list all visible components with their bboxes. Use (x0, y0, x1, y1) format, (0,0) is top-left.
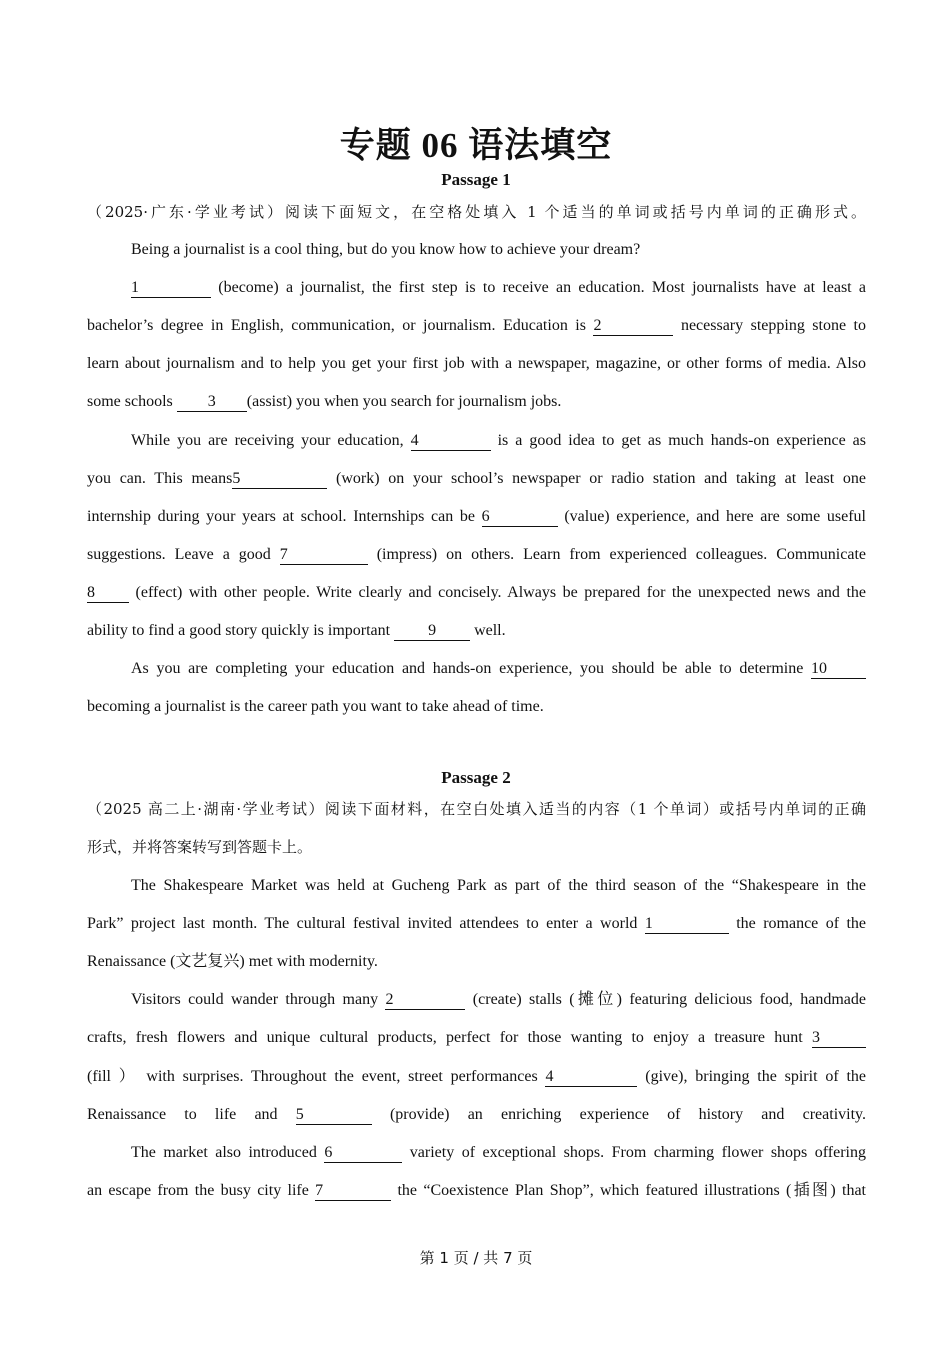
passage-line (87, 315, 866, 337)
passage-line (87, 353, 866, 375)
passage-text: (become) a journalist, the first step is to receive an education. Most journalists have at least a (211, 279, 866, 296)
passage-2-source-line: （2025 高二上·湖南·学业考试）阅读下面材料，在空白处填入适当的内容（1 个单词）或括号内单词的正确 (87, 800, 866, 818)
passage-text: variety of exceptional shops. From charming flower shops offering (402, 1144, 866, 1161)
answer-blank[interactable]: 5 (296, 1106, 372, 1125)
passage-line (131, 875, 866, 897)
answer-blank[interactable]: 4 (545, 1068, 637, 1087)
passage-line (87, 544, 866, 566)
passage-line (87, 1066, 866, 1088)
passage-text: ability to find a good story quickly is important (87, 622, 395, 639)
passage-text: an escape from the busy city life (87, 1182, 316, 1199)
answer-blank[interactable]: 6 (324, 1144, 402, 1163)
passage-line (87, 468, 866, 490)
passage-text: Renaissance (文艺复兴) met with modernity. (87, 953, 378, 970)
passage-line (87, 1180, 866, 1202)
passage-text: The market also introduced (131, 1144, 325, 1161)
passage-line (131, 430, 866, 452)
answer-blank[interactable]: 2 (385, 991, 465, 1010)
passage-line (131, 658, 866, 680)
passage-2-heading: Passage 2 (441, 768, 511, 787)
passage-text: you can. This means (87, 470, 233, 487)
passage-text: (create) stalls (摊位) featuring delicious food, handmade (465, 991, 866, 1008)
answer-blank[interactable]: 3 (812, 1029, 866, 1048)
passage-line (87, 1027, 866, 1049)
passage-text: is a good idea to get as much hands-on experience as (490, 432, 866, 449)
answer-blank[interactable]: 6 (482, 508, 558, 527)
answer-blank[interactable]: 2 (593, 317, 673, 336)
passage-text: (work) on your school’s newspaper or radio station and taking at least one (327, 470, 867, 487)
passage-line (131, 989, 866, 1011)
answer-blank[interactable]: 5 (232, 470, 327, 489)
passage-line (131, 239, 866, 261)
passage-text: As you are completing your education and hands-on experience, you should be able to determine (131, 660, 811, 677)
answer-blank[interactable]: 9 (394, 622, 470, 641)
passage-line (87, 951, 866, 973)
passage-text: The Shakespeare Market was held at Gucheng Park as part of the third season of the “Shakespeare in the (131, 877, 866, 894)
passage-line (131, 277, 866, 299)
answer-blank[interactable]: 10 (811, 660, 866, 679)
passage-text: (impress) on others. Learn from experienced colleagues. Communicate (367, 546, 866, 563)
answer-blank[interactable]: 1 (131, 279, 211, 298)
answer-blank[interactable]: 3 (177, 393, 247, 412)
passage-line (87, 913, 866, 935)
passage-line (131, 1142, 866, 1164)
answer-blank[interactable]: 7 (315, 1182, 391, 1201)
passage-2-source-line: 形式，并将答案转写到答题卡上。 (87, 838, 313, 856)
passage-1-heading: Passage 1 (441, 170, 511, 189)
answer-blank[interactable]: 8 (87, 584, 129, 603)
passage-text: well. (470, 622, 506, 639)
page-footer: 第 1 页 / 共 7 页 (419, 1249, 533, 1267)
passage-text: (fill ） with surprises. Throughout the event, street performances (87, 1068, 546, 1085)
passage-text: Renaissance to life and (87, 1106, 296, 1123)
passage-text: bachelor’s degree in English, communication, or journalism. Education is (87, 317, 594, 334)
passage-text: necessary stepping stone to (673, 317, 867, 334)
passage-text: crafts, fresh flowers and unique cultural products, perfect for those wanting to enjoy a treasure hunt (87, 1029, 812, 1046)
passage-text: (effect) with other people. Write clearly and concisely. Always be prepared for the unexpected news and the (129, 584, 866, 601)
passage-text: Being a journalist is a cool thing, but do you know how to achieve your dream? (131, 241, 641, 258)
passage-text: becoming a journalist is the career path you want to take ahead of time. (87, 698, 544, 715)
passage-line (87, 506, 866, 528)
passage-line (87, 391, 866, 413)
passage-text: (give), bringing the spirit of the (637, 1068, 866, 1085)
passage-1-source: （2025·广东·学业考试）阅读下面短文，在空格处填入 1 个适当的单词或括号内单词的正确形式。 (87, 203, 866, 221)
passage-text: (value) experience, and here are some useful (557, 508, 867, 525)
passage-text: Park” project last month. The cultural festival invited attendees to enter a world (87, 915, 645, 932)
document-title: 专题 06 语法填空 (339, 126, 613, 165)
passage-text: (assist) you when you search for journalism jobs. (246, 393, 562, 410)
passage-line (87, 1104, 866, 1126)
passage-text: (provide) an enriching experience of history and creativity. (371, 1106, 866, 1123)
passage-line (87, 620, 866, 642)
passage-line (87, 696, 866, 718)
passage-text: learn about journalism and to help you get your first job with a newspaper, magazine, or other forms of media. Also (87, 355, 866, 372)
answer-blank[interactable]: 1 (645, 915, 729, 934)
answer-blank[interactable]: 7 (280, 546, 368, 565)
answer-blank[interactable]: 4 (411, 432, 491, 451)
passage-text: While you are receiving your education, (131, 432, 411, 449)
passage-line (87, 582, 866, 604)
passage-text: Visitors could wander through many (131, 991, 386, 1008)
passage-text: internship during your years at school. Internships can be (87, 508, 482, 525)
passage-text: the “Coexistence Plan Shop”, which featured illustrations (插图) that (391, 1182, 866, 1199)
passage-text: some schools (87, 393, 177, 410)
passage-text: suggestions. Leave a good (87, 546, 280, 563)
passage-text: the romance of the (728, 915, 866, 932)
